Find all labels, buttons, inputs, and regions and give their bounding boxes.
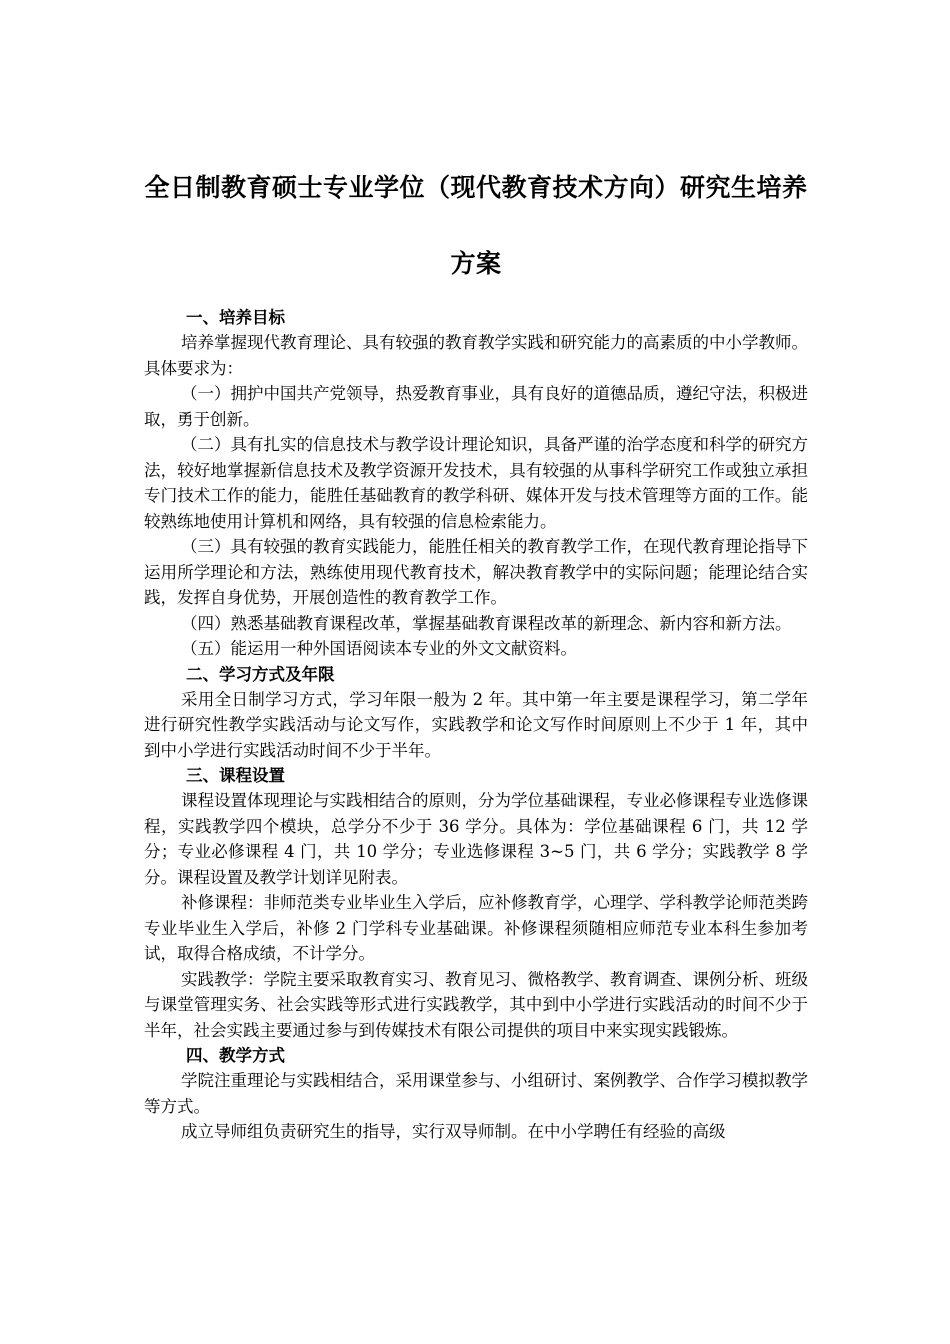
document-title: 全日制教育硕士专业学位（现代教育技术方向）研究生培养方案 <box>144 173 808 278</box>
section-study-mode <box>144 662 808 764</box>
paragraph: （一）拥护中国共产党领导，热爱教育事业，具有良好的道德品质，遵纪守法，积极进取，勇于创新。 <box>144 384 808 429</box>
section-heading: 四、教学方式 <box>186 1046 285 1065</box>
paragraph: （三）具有较强的教育实践能力，能胜任相关的教育教学工作，在现代教育理论指导下运用所学理论和方法，熟练使用现代教育技术，解决教育教学中的实际问题；能理论结合实践，发挥自身优势，开展创造性的教育教学工作。 <box>144 537 808 607</box>
section-teaching-methods <box>144 1043 808 1145</box>
paragraph: 实践教学：学院主要采取教育实习、教育见习、微格教学、教育调查、课例分析、班级与课堂管理实务、社会实践等形式进行实践教学，其中到中小学进行实践活动的时间不少于半年，社会实践主要通过参与到传媒技术有限公司提供的项目中来实现实践锻炼。 <box>144 969 808 1040</box>
section-heading: 一、培养目标 <box>186 308 285 327</box>
paragraph: 采用全日制学习方式，学习年限一般为 2 年。其中第一年主要是课程学习，第二学年进行研究性教学实践活动与论文写作，实践教学和论文写作时间原则上不少于 1 年，其中到中小学进行实践活动时间不少于半年。 <box>144 689 808 760</box>
section-heading: 二、学习方式及年限 <box>186 664 335 684</box>
document-body <box>144 150 808 1145</box>
paragraph: （五）能运用一种外国语阅读本专业的外文文献资料。 <box>181 639 577 658</box>
document-sections <box>144 305 808 1145</box>
paragraph: （四）熟悉基础教育课程改革，掌握基础教育课程改革的新理念、新内容和新方法。 <box>181 613 792 633</box>
section-training-goals <box>144 305 808 662</box>
section-curriculum <box>144 763 808 1043</box>
paragraph: 成立导师组负责研究生的指导，实行双导师制。在中小学聘任有经验的高级 <box>181 1122 726 1141</box>
paragraph: （二）具有扎实的信息技术与教学设计理论知识，具备严谨的治学态度和科学的研究方法，较好地掌握新信息技术及教学资源开发技术，具有较强的从事科学研究工作或独立承担专门技术工作的能力，能胜任基础教育的教学科研、媒体开发与技术管理等方面的工作。能较熟练地使用计算机和网络，具有较强的信息检索能力。 <box>144 435 808 531</box>
paragraph: 补修课程：非师范类专业毕业生入学后，应补修教育学，心理学、学科教学论师范类跨专业毕业生入学后，补修 2 门学科专业基础课。补修课程须随相应师范专业本科生参加考试，取得合格成绩，不计学分。 <box>144 893 808 963</box>
paragraph: 课程设置体现理论与实践相结合的原则，分为学位基础课程，专业必修课程专业选修课程，实践教学四个模块，总学分不少于 36 学分。具体为：学位基础课程 6 门，共 12 学分；专业必修课程 4 门，共 10 学分；专业选修课程 3~5 门，共 6 学分；实践教学 8 学分。课程设置及教学计划详见附表。 <box>144 791 808 887</box>
section-heading: 三、课程设置 <box>186 766 285 785</box>
paragraph: 培养掌握现代教育理论、具有较强的教育教学实践和研究能力的高素质的中小学教师。具体要求为： <box>144 333 808 378</box>
paragraph: 学院注重理论与实践相结合，采用课堂参与、小组研讨、案例教学、合作学习模拟教学等方式。 <box>144 1071 808 1116</box>
